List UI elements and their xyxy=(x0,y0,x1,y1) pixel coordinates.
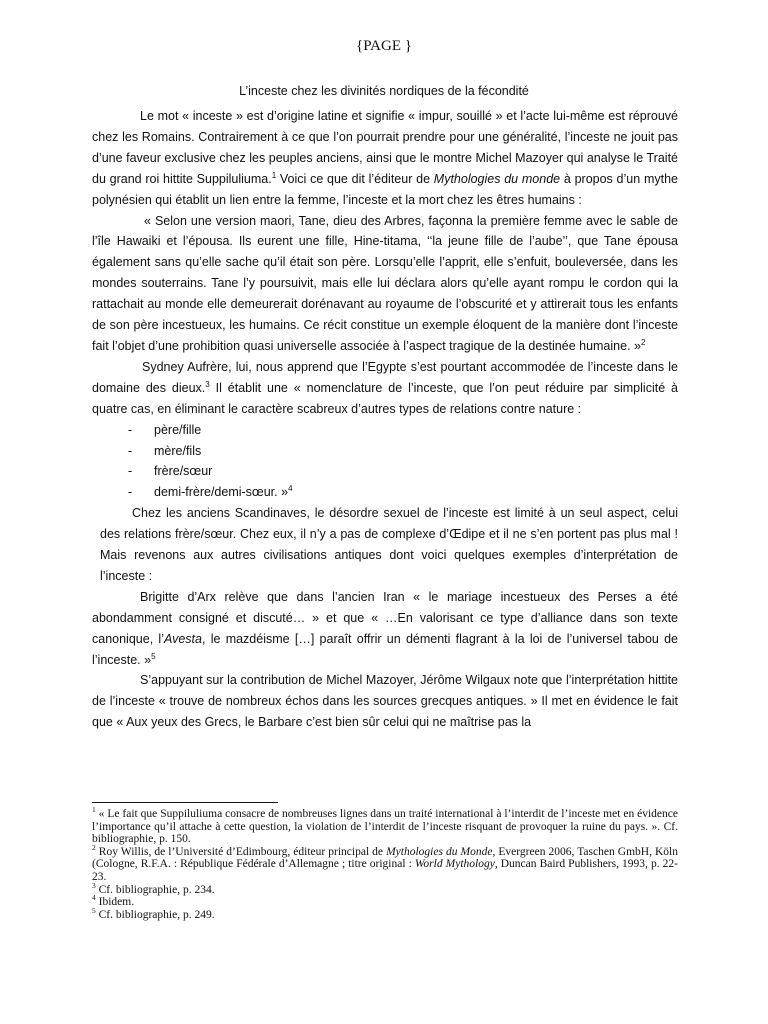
footnote-ref-1[interactable]: 1 xyxy=(271,170,277,180)
footnote-1: $^1$ « Le fait que Suppiluliuma consacre de nombreuses lignes dans un traité international à l’interdit de l’inceste met en évidence l’importance qu’il attache à cette question, la violation de l’interdit de l’inceste risquant de provoquer la ruine du pays. ». Cf. bibliographie, p. 150. xyxy=(92,805,678,846)
paragraph-egypt: Sydney Aufrère, lui, nous apprend que l’Egypte s’est pourtant accommodée de l’inceste dans le domaine des dieux.$^3$ Il établit une « nomenclature de l’inceste, que l’on peut réduire par simplicité à quatre cas, en éliminant le caractère scabreux d’autres types de relations contre nature : xyxy=(92,359,678,416)
list-item: - père/fille xyxy=(128,422,202,437)
paragraph-intro: Le mot « inceste » est d’origine latine et signifie « impur, souillé » et l’acte lui-même est réprouvé chez les Romains. Contrairement à ce que l’on pourrait prendre pour une généralité, l’inceste ne jouit pas d’une faveur exclusive chez les peuples anciens, ainsi que le montre Michel Mazoyer qui analyse le Traité du grand roi hittite Suppiluliuma.$^1$ Voici ce que dit l’éditeur de Mythologies du monde à propos d’un mythe polynésien qui établit un lien entre la femme, l’inceste et la mort chez les êtres humains : xyxy=(92,109,678,207)
footnote-ref-3[interactable]: 3 xyxy=(205,379,210,389)
paragraph-scandinavians: Chez les anciens Scandinaves, le désordre sexuel de l’inceste est limité à un seul aspect, celui des relations frère/sœur. Chez eux, il n’y a pas de complexe d’Œdipe et il ne s’en portent pas plus mal ! Mais revenons aux autres civilisations antiques dont voici quelques exemples d’interprétation de l’inceste : xyxy=(100,506,678,583)
document-body xyxy=(92,106,678,733)
footnote-separator xyxy=(92,802,278,803)
paragraph-greeks: S’appuyant sur la contribution de Michel Mazoyer, Jérôme Wilgaux note que l’interprétation hittite de l’inceste « trouve de nombreux échos dans les sources grecques antiques. » Il met en évidence le fait que « Aux yeux des Grecs, le Barbare c’est bien sûr celui qui ne maîtrise pas la xyxy=(92,673,678,730)
footnote-3: $^3$ Cf. bibliographie, p. 234. xyxy=(92,880,215,896)
footnote-ref-5[interactable]: 5 xyxy=(151,651,156,661)
list-item: - mère/fils xyxy=(128,443,202,458)
footnote-ref-4[interactable]: 4 xyxy=(288,484,293,494)
paragraph-iran: Brigitte d’Arx relève que dans l’ancien Iran « le mariage incestueux des Perses a été abondamment consigné et discuté… » et que « …En valorisant ce type d’alliance dans son texte canonique, l’Avesta, le mazdéisme […] paraît offrir un démenti flagrant à la loi de l’universel tabou de l’inceste. »$^5$ xyxy=(92,589,678,667)
footnote-4: $^4$ Ibidem. xyxy=(92,893,135,909)
page-field-header: {PAGE } xyxy=(356,38,412,54)
paragraph-quote-maori: « Selon une version maori, Tane, dieu des Arbres, façonna la première femme avec le sable de l’île Hawaiki et l’épousa. Ils eurent une fille, Hine-titama, ‘‘la jeune fille de l’aube’’, que Tane épousa également sans qu’elle sache qu’il était son père. Lorsqu’elle l’apprit, elle s’enfuit, bouleversée, dans les mondes souterrains. Tane l’y poursuivit, mais elle lui déclara alors qu’elle ayant rompu le cordon qui la rattachait au monde elle demeurerait dorénavant au royaume de l’obscurité et y attirerait tous les enfants de son père incestueux, les humains. Ce récit constitue un exemple éloquent de la manière dont l’inceste fait l’objet d’une prohibition quasi universelle associée à l’aspect tragique de la destinée humaine. »$^2$ xyxy=(92,213,678,353)
footnote-2: $^2$ Roy Willis, de l’Université d’Edimbourg, éditeur principal de Mythologies du Monde, Evergreen 2006, Taschen GmbH, Köln (Cologne, R.F.A. : République Fédérale d’Allemagne ; titre original : World Mythology, Duncan Baird Publishers, 1993, p. 22-23. xyxy=(92,842,678,883)
footnote-ref-2[interactable]: 2 xyxy=(640,337,646,347)
incest-case-list xyxy=(92,420,678,504)
list-item: - demi-frère/demi-sœur. »$^4$ xyxy=(128,484,293,500)
footnotes xyxy=(92,805,678,921)
document-title: L’inceste chez les divinités nordiques de la fécondité xyxy=(239,84,529,98)
list-item: - frère/sœur xyxy=(128,464,213,479)
footnote-5: $^5$ Cf. bibliographie, p. 249. xyxy=(92,905,215,921)
